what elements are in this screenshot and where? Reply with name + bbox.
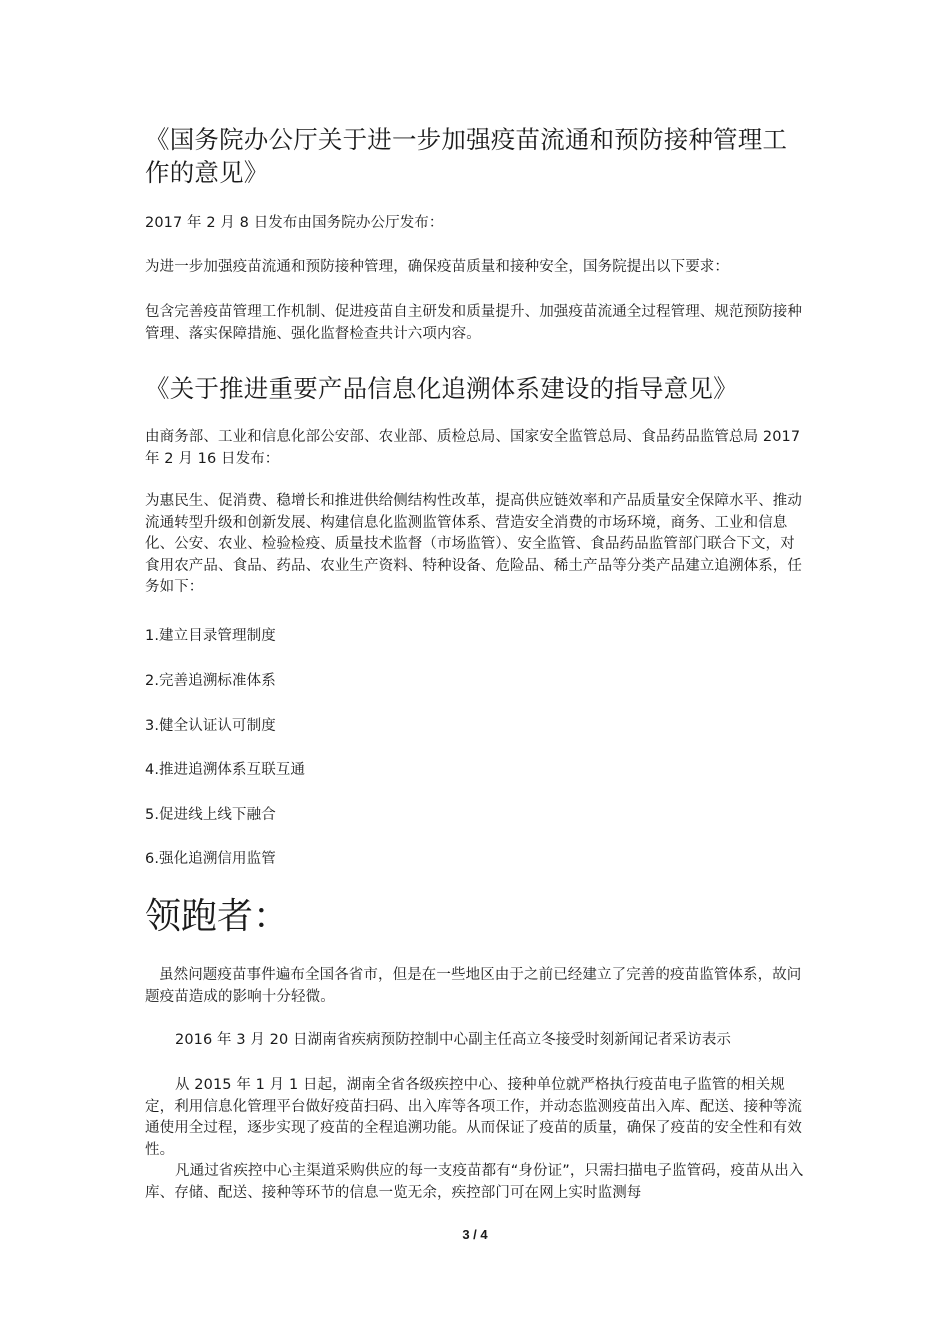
page-number: 3 / 4 (462, 1227, 488, 1242)
task-item-5: 5.促进线上线下融合 (145, 807, 276, 823)
heading-leader: 领跑者： (145, 896, 290, 937)
paragraph-release-date-1: 2017 年 2 月 8 日发布由国务院办公厅发布： (145, 215, 444, 231)
title-traceability-guidance: 《关于推进重要产品信息化追溯体系建设的指导意见》 (145, 374, 738, 403)
task-item-3: 3.健全认证认可制度 (145, 718, 276, 734)
paragraph-issuers: 由商务部、工业和信息化部公安部、农业部、质检总局、国家安全监管总局、食品药品监管总局 2017 年 2 月 16 日发布： (145, 429, 801, 467)
paragraph-contents: 包含完善疫苗管理工作机制、促进疫苗自主研发和质量提升、加强疫苗流通全过程管理、规范预防接种管理、落实保障措施、强化监督检查共计六项内容。 (145, 304, 802, 342)
paragraph-interview: 2016 年 3 月 20 日湖南省疾病预防控制中心副主任高立冬接受时刻新闻记者采访表示 (175, 1032, 732, 1048)
paragraph-hunan-tracking: 从 2015 年 1 月 1 日起，湖南全省各级疾控中心、接种单位就严格执行疫苗电子监管的相关规定，利用信息化管理平台做好疫苗扫码、出入库等各项工作，并动态监测疫苗出入库、配送、接种等流通使用全过程，逐步实现了疫苗的全程追溯功能。从而保证了疫苗的质量，确保了疫苗的安全性和有效性。 (145, 1077, 802, 1158)
task-item-6: 6.强化追溯信用监管 (145, 851, 276, 867)
task-item-1: 1.建立目录管理制度 (145, 628, 276, 644)
paragraph-goal: 为惠民生、促消费、稳增长和推进供给侧结构性改革，提高供应链效率和产品质量安全保障水平、推动流通转型升级和创新发展、构建信息化监测监管体系、营造安全消费的市场环境，商务、工业和信息化、公安、农业、检验检疫、质量技术监督（市场监管）、安全监管、食品药品监管部门联合下文，对食用农产品、食品、药品、农业生产资料、特种设备、危险品、稀土产品等分类产品建立追溯体系，任务如下： (145, 493, 802, 595)
task-item-4: 4.推进追溯体系互联互通 (145, 762, 306, 778)
paragraph-purpose: 为进一步加强疫苗流通和预防接种管理，确保疫苗质量和接种安全，国务院提出以下要求： (145, 259, 729, 275)
paragraph-leader-intro: 虽然问题疫苗事件遍布全国各省市，但是在一些地区由于之前已经建立了完善的疫苗监管体系，故问题疫苗造成的影响十分轻微。 (145, 967, 802, 1005)
paragraph-hunan-id: 凡通过省疾控中心主渠道采购供应的每一支疫苗都有“身份证”，只需扫描电子监管码，疫苗从出入库、存储、配送、接种等环节的信息一览无余，疾控部门可在网上实时监测每 (145, 1163, 804, 1201)
title-state-council-opinion: 《国务院办公厅关于进一步加强疫苗流通和预防接种管理工作的意见》 (145, 125, 788, 187)
task-item-2: 2.完善追溯标准体系 (145, 673, 276, 689)
